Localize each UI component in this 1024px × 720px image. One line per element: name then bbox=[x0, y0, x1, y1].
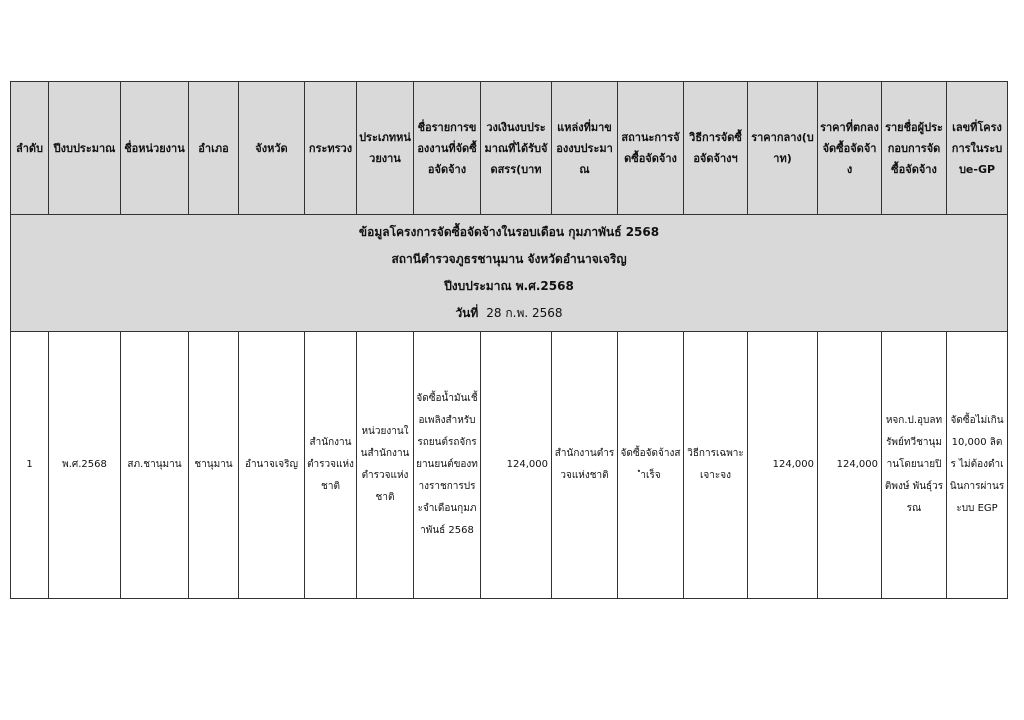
col-header-no: ลำดับ bbox=[11, 82, 49, 215]
cell-item-name: จัดซื้อน้ำมันเชื้อเพลิงสำหรับรถยนต์รถจักรยานยนต์ของทางราชการประจำเดือนกุมภาพันธ์ 2568 bbox=[414, 332, 481, 599]
col-header-item-name: ชื่อรายการของงานที่จัดซื้อจัดจ้าง bbox=[414, 82, 481, 215]
cell-egp-no: จัดซื้อไม่เกิน 10,000 ลิตร ไม่ต้องดำเนินการผ่านระบบ EGP bbox=[947, 332, 1008, 599]
procurement-table bbox=[10, 81, 1008, 599]
fiscal-year-title: ปีงบประมาณ พ.ศ.2568 bbox=[444, 279, 574, 293]
col-header-budget-source: แหล่งที่มาของงบประมาณ bbox=[552, 82, 618, 215]
col-header-district: อำเภอ bbox=[189, 82, 239, 215]
report-title: ข้อมูลโครงการจัดซื้อจัดจ้างในรอบเดือน กุมภาพันธ์ 2568 bbox=[358, 225, 660, 239]
cell-fiscal-year: พ.ศ.2568 bbox=[49, 332, 121, 599]
col-header-egp-no: เลขที่โครงการในระบบe-GP bbox=[947, 82, 1008, 215]
table-body bbox=[11, 332, 1008, 599]
cell-method: วิธีการเฉพาะเจาะจง bbox=[684, 332, 748, 599]
col-header-agency: ชื่อหน่วยงาน bbox=[121, 82, 189, 215]
title-block bbox=[11, 215, 1008, 332]
cell-status: จัดซื้อจัดจ้างสำเร็จ bbox=[618, 332, 684, 599]
col-header-ministry: กระทรวง bbox=[305, 82, 357, 215]
col-header-fiscal-year: ปีงบประมาณ bbox=[49, 82, 121, 215]
col-header-agency-type: ประเภทหน่วยงาน bbox=[357, 82, 414, 215]
cell-agency: สภ.ชานุมาน bbox=[121, 332, 189, 599]
date-value: 28 ก.พ. 2568 bbox=[486, 306, 563, 320]
cell-budget: 124,000 bbox=[481, 332, 552, 599]
col-header-median-price: ราคากลาง(บาท) bbox=[748, 82, 818, 215]
cell-no: 1 bbox=[11, 332, 49, 599]
col-header-status: สถานะการจัดซื้อจัดจ้าง bbox=[618, 82, 684, 215]
table-header bbox=[11, 82, 1008, 215]
col-header-vendor: รายชื่อผู้ประกอบการจัดซื้อจัดจ้าง bbox=[882, 82, 947, 215]
station-name: สถานีตำรวจภูธรชานุมาน จังหวัดอำนาจเจริญ bbox=[391, 252, 627, 266]
report-date-line bbox=[11, 300, 1007, 327]
col-header-province: จังหวัด bbox=[239, 82, 305, 215]
cell-province: อำนาจเจริญ bbox=[239, 332, 305, 599]
col-header-method: วิธีการจัดซื้อจัดจ้างฯ bbox=[684, 82, 748, 215]
cell-district: ชานุมาน bbox=[189, 332, 239, 599]
date-label: วันที่ bbox=[455, 306, 479, 320]
cell-agency-type: หน่วยงานในสำนักงานตำรวจแห่งชาติ bbox=[357, 332, 414, 599]
cell-vendor: หจก.ป.อุบลทรัพย์ทวีชานุมานโดยนายปิติพงษ์ พันธุ์วรรณ bbox=[882, 332, 947, 599]
report-title-cell bbox=[11, 215, 1008, 332]
cell-budget-source: สำนักงานตำรวจแห่งชาติ bbox=[552, 332, 618, 599]
col-header-agreed-price: ราคาที่ตกลงจัดซื้อจัดจ้าง bbox=[818, 82, 882, 215]
cell-ministry: สำนักงานตำรวจแห่งชาติ bbox=[305, 332, 357, 599]
procurement-report bbox=[10, 81, 1007, 599]
cell-median-price: 124,000 bbox=[748, 332, 818, 599]
cell-agreed-price: 124,000 bbox=[818, 332, 882, 599]
table-row bbox=[11, 332, 1008, 599]
col-header-budget: วงเงินงบประมาณที่ได้รับจัดสรร(บาท bbox=[481, 82, 552, 215]
